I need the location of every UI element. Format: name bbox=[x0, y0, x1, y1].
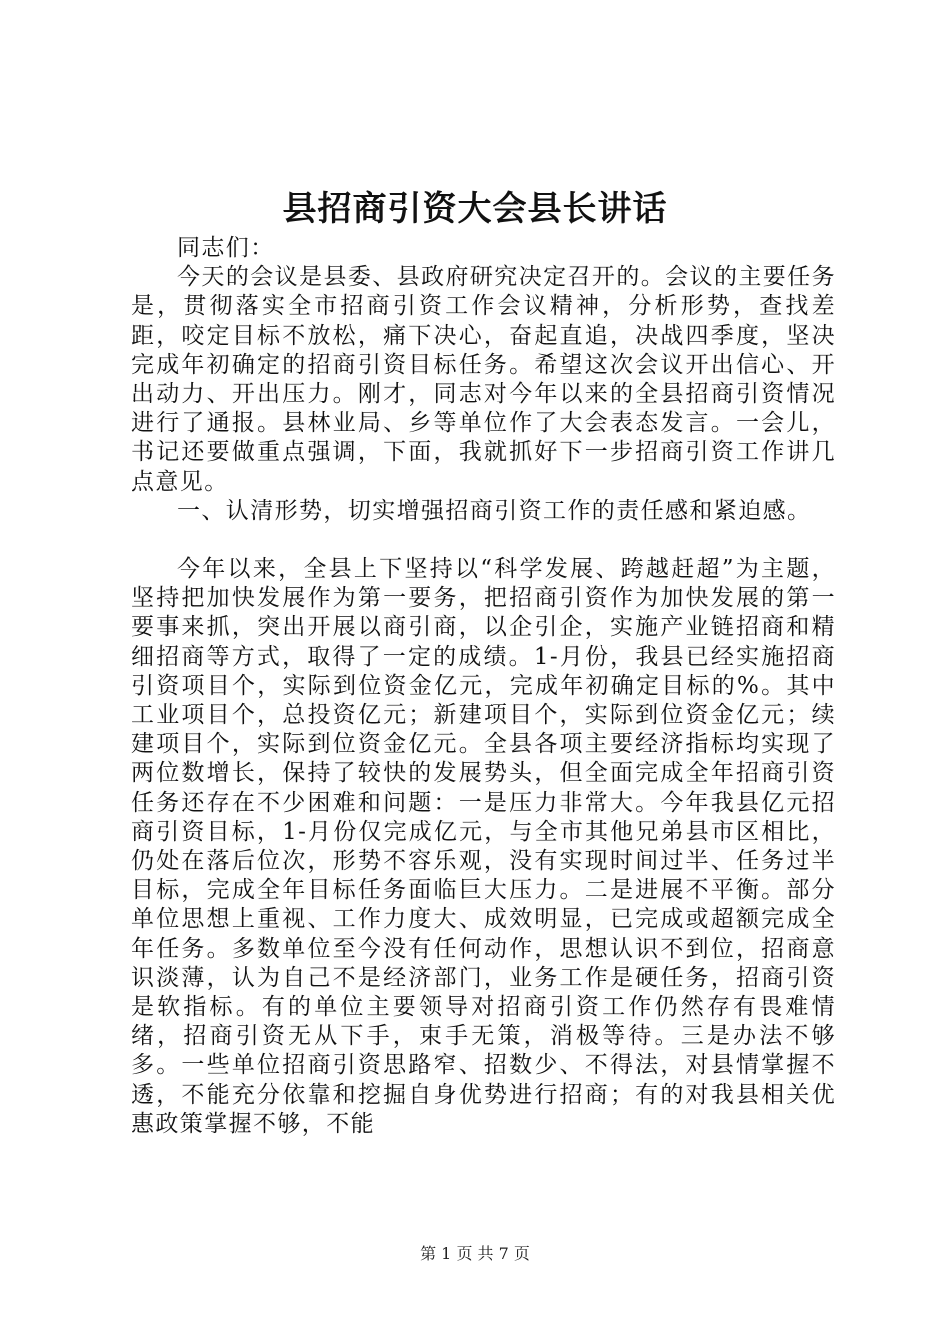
paragraph-situation: 今年以来，全县上下坚持以“科学发展、跨越赶超”为主题，坚持把加快发展作为第一要务，把招商引资作为加快发展的第一要事来抓，突出开展以商引商，以企引企，实施产业链招商和精细招商等方式，取得了一定的成绩。1-月份，我县已经实施招商引资项目个，实际到位资金亿元，完成年初确定目标的%。其中工业项目个，总投资亿元；新建项目个，实际到位资金亿元；续建项目个，实际到位资金亿元。全县各项主要经济指标均实现了两位数增长，保持了较快的发展势头，但全面完成全年招商引资任务还存在不少困难和问题：一是压力非常大。今年我县亿元招商引资目标，1-月份仅完成亿元，与全市其他兄弟县市区相比，仍处在落后位次，形势不容乐观，没有实现时间过半、任务过半目标，完成全年目标任务面临巨大压力。二是进展不平衡。部分单位思想上重视、工作力度大、成效明显，已完成或超额完成全年任务。多数单位至今没有任何动作，思想认识不到位，招商意识淡薄，认为自己不是经济部门，业务工作是硬任务，招商引资是软指标。有的单位主要领导对招商引资工作仍然存有畏难情绪，招商引资无从下手，束手无策，消极等待。三是办法不够多。一些单位招商引资思路窄、招数少、不得法，对县情掌握不透，不能充分依靠和挖掘自身优势进行招商；有的对我县相关优惠政策掌握不够，不能 bbox=[131, 556, 836, 1137]
salutation: 同志们： bbox=[177, 235, 275, 261]
paragraph-intro: 今天的会议是县委、县政府研究决定召开的。会议的主要任务是，贯彻落实全市招商引资工作会议精神，分析形势，查找差距，咬定目标不放松，痛下决心，奋起直追，决战四季度，坚决完成年初确定的招商引资目标任务。希望这次会议开出信心、开出动力、开出压力。刚才，同志对今年以来的全县招商引资情况进行了通报。县林业局、乡等单位作了大会表态发言。一会儿，书记还要做重点强调，下面，我就抓好下一步招商引资工作讲几点意见。 bbox=[131, 264, 836, 495]
section-heading: 一、认清形势，切实增强招商引资工作的责任感和紧迫感。 bbox=[177, 497, 812, 524]
document-title: 县招商引资大会县长讲话 bbox=[282, 189, 668, 229]
page-footer: 第 1 页 共 7 页 bbox=[420, 1244, 530, 1263]
document-body bbox=[131, 234, 836, 1139]
